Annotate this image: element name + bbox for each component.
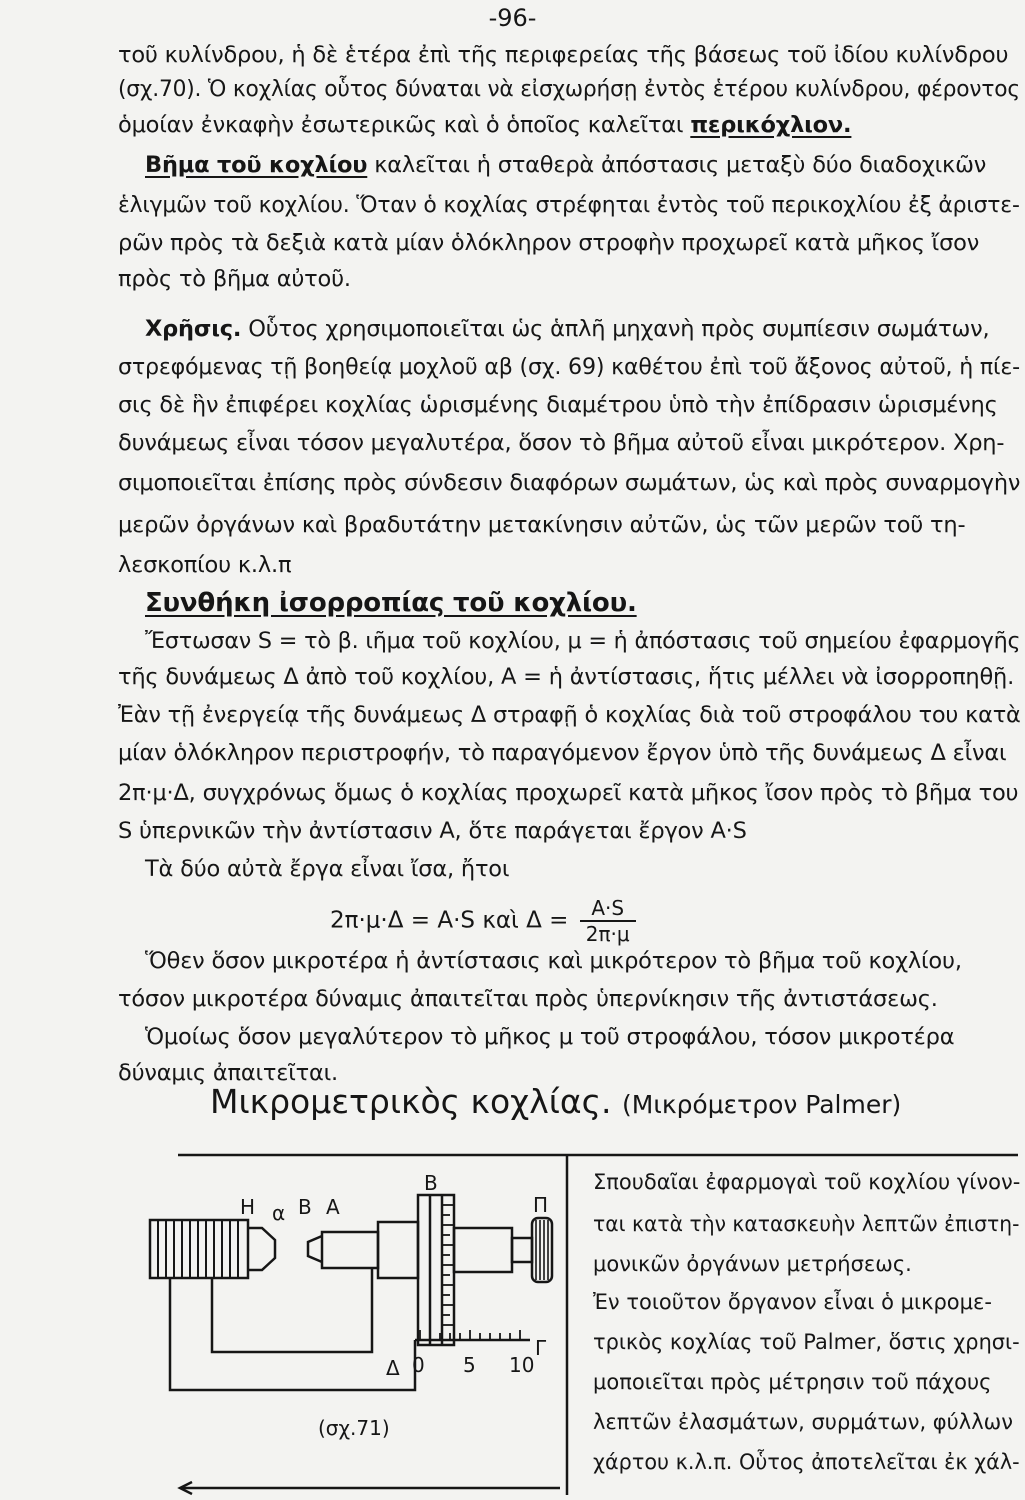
- text-line: σιμοποιεῖται ἐπίσης πρὸς σύνδεσιν διαφόρων σωμάτων, ὡς καὶ πρὸς συναρμογὴν: [118, 470, 1021, 496]
- text-line: στρεφόμενας τῇ βοηθείᾳ μοχλοῦ αβ (σχ. 69) καθέτου ἐπὶ τοῦ ἄξονος αὐτοῦ, ἡ πίε-: [118, 354, 1020, 380]
- text-line: ἑλιγμῶν τοῦ κοχλίου. Ὅταν ὁ κοχλίας στρέφηται ἐντὸς τοῦ περικοχλίου ἐξ ἀριστε-: [118, 192, 1020, 218]
- frame-inner: [212, 1268, 372, 1352]
- fraction-numerator: Α·S: [580, 896, 636, 922]
- frame: [170, 1278, 415, 1390]
- side-text-line: ται κατὰ τὴν κατασκευὴν λεπτῶν ἐπιστη-: [593, 1212, 1020, 1236]
- label-H: Η: [240, 1195, 256, 1219]
- spindle: [322, 1232, 378, 1268]
- text-line: 2π·μ·Δ, συγχρόνως ὅμως ὁ κοχλίας προχωρεῖ κατὰ μῆκος ἴσον πρὸς τὸ βῆμα του: [118, 780, 1019, 806]
- label-A: Α: [326, 1195, 340, 1219]
- text-line: (σχ.70). Ὁ κοχλίας οὗτος δύναται νὰ εἰσχωρήσῃ ἐντὸς ἑτέρου κυλίνδρου, φέροντος: [118, 76, 1020, 102]
- term-perikochlion: περικόχλιον.: [690, 112, 852, 138]
- thimble: [418, 1195, 454, 1345]
- formula-left: 2π·μ·Δ = Α·S καὶ Δ =: [330, 907, 569, 934]
- scale-ticks: [420, 1330, 520, 1340]
- spindle-tip: [308, 1236, 322, 1262]
- sleeve: [454, 1228, 512, 1272]
- section-title-main: Μικρομετρικὸς κοχλίας.: [210, 1082, 612, 1121]
- text-line: ρῶν πρὸς τὰ δεξιὰ κατὰ μίαν ὁλόκληρον στροφὴν προχωρεῖ κατὰ μῆκος ἴσον: [118, 230, 980, 256]
- scale-5: 5: [463, 1353, 476, 1377]
- scale-10: 10: [509, 1353, 535, 1377]
- section-title-sub: (Μικρόμετρον Palmer): [622, 1090, 902, 1119]
- side-text-line: χάρτου κ.λ.π. Οὗτος ἀποτελεῖται ἐκ χάλ-: [593, 1450, 1020, 1474]
- text-line: τῆς δυνάμεως Δ ἀπὸ τοῦ κοχλίου, Α = ἡ ἀντίστασις, ἥτις μέλλει νὰ ἰσορροπηθῇ.: [118, 664, 1015, 690]
- label-Delta: Δ: [386, 1356, 400, 1380]
- text-line: δυνάμεως εἶναι τόσον μεγαλυτέρα, ὅσον τὸ βῆμα αὐτοῦ εἶναι μικρότερον. Χρη-: [118, 430, 1005, 456]
- text-segment: καλεῖται ἡ σταθερὰ ἀπόστασις μεταξὺ δύο διαδοχικῶν: [374, 152, 987, 178]
- text-line: τόσον μικροτέρα δύναμις ἀπαιτεῖται πρὸς ὑπερνίκησιν τῆς ἀντιστάσεως.: [118, 986, 938, 1012]
- text-segment: Οὗτος χρησιμοποιεῖται ὡς ἁπλῆ μηχανὴ πρὸς συμπίεσιν σωμάτων,: [248, 316, 990, 342]
- side-text-line: μοποιεῖται πρὸς μέτρησιν τοῦ πάχους: [593, 1370, 992, 1394]
- page-number: -96-: [488, 4, 537, 32]
- text-line: Τὰ δύο αὐτὰ ἔργα εἶναι ἴσα, ἤτοι: [145, 856, 510, 882]
- label-Pi: Π: [533, 1193, 549, 1217]
- heading-text: Συνθήκη ἰσορροπίας τοῦ κοχλίου.: [145, 588, 637, 618]
- side-text-line: μονικῶν ὀργάνων μετρήσεως.: [593, 1252, 912, 1276]
- side-text-line: τρικὸς κοχλίας τοῦ Palmer, ὅστις χρησι-: [593, 1330, 1020, 1354]
- ratchet-knob: [532, 1218, 552, 1282]
- figure-caption: (σχ.71): [318, 1416, 390, 1440]
- thimble-ticks: [442, 1205, 454, 1325]
- label-beta: Β: [298, 1195, 312, 1219]
- text-line: S ὑπερνικῶν τὴν ἀντίστασιν Α, ὅτε παράγεται ἔργον Α·S: [118, 818, 747, 844]
- fraction-denominator: 2π·μ: [585, 922, 630, 946]
- side-text-line: Ἐν τοιοῦτον ὄργανον εἶναι ὁ μικρομε-: [593, 1290, 992, 1314]
- text-segment: ὁμοίαν ἐνκαφὴν ἐσωτερικῶς καὶ ὁ ὁποῖος καλεῖται: [118, 112, 684, 138]
- text-line: μερῶν ὀργάνων καὶ βραδυτάτην μετακίνησιν αὐτῶν, ὡς τῶν μερῶν τοῦ τη-: [118, 512, 966, 538]
- label-B: Β: [424, 1171, 438, 1195]
- text-line: Ἔστωσαν S = τὸ β. ιῆμα τοῦ κοχλίου, μ = ἡ ἀπόστασις τοῦ σημείου ἐφαρμογῆς: [145, 628, 1021, 654]
- side-text-line: λεπτῶν ἐλασμάτων, συρμάτων, φύλλων: [593, 1410, 1013, 1434]
- ratchet-neck: [512, 1238, 532, 1262]
- bolt-threads: [158, 1220, 238, 1278]
- text-line: μίαν ὁλόκληρον περιστροφήν, τὸ παραγόμενον ἔργον ὑπὸ τῆς δυνάμεως Δ εἶναι: [118, 740, 1007, 766]
- text-line: λεσκοπίου κ.λ.π: [118, 552, 292, 578]
- anvil-tip: [248, 1228, 275, 1270]
- heading-vima: Βῆμα τοῦ κοχλίου: [145, 152, 368, 178]
- text-line: Ὁμοίως ὅσον μεγαλύτερον τὸ μῆκος μ τοῦ στροφάλου, τόσον μικροτέρα: [145, 1024, 955, 1050]
- side-text-line: Σπουδαῖαι ἐφαρμογαὶ τοῦ κοχλίου γίνον-: [593, 1170, 1021, 1194]
- label-alpha: α: [272, 1201, 286, 1225]
- text-line: σις δὲ ἣν ἐπιφέρει κοχλίας ὡρισμένης διαμέτρου ὑπὸ τὴν ἐπίδρασιν ὡρισμένης: [118, 392, 998, 418]
- label-Gamma: Γ: [535, 1336, 547, 1360]
- text-line: δύναμις ἀπαιτεῖται.: [118, 1060, 338, 1086]
- text-line: Ἐὰν τῇ ἐνεργείᾳ τῆς δυνάμεως Δ στραφῇ ὁ κοχλίας διὰ τοῦ στροφάλου του κατὰ: [118, 702, 1021, 728]
- text-line: τοῦ κυλίνδρου, ἡ δὲ ἑτέρα ἐπὶ τῆς περιφερείας τῆς βάσεως τοῦ ἰδίου κυλίνδρου: [118, 42, 1009, 68]
- text-line: Ὅθεν ὅσον μικροτέρα ἡ ἀντίστασις καὶ μικρότερον τὸ βῆμα τοῦ κοχλίου,: [145, 948, 962, 974]
- barrel: [378, 1222, 418, 1278]
- heading-chrisis: Χρῆσις.: [145, 316, 242, 342]
- text-line: πρὸς τὸ βῆμα αὐτοῦ.: [118, 266, 351, 292]
- scale-0: 0: [412, 1353, 425, 1377]
